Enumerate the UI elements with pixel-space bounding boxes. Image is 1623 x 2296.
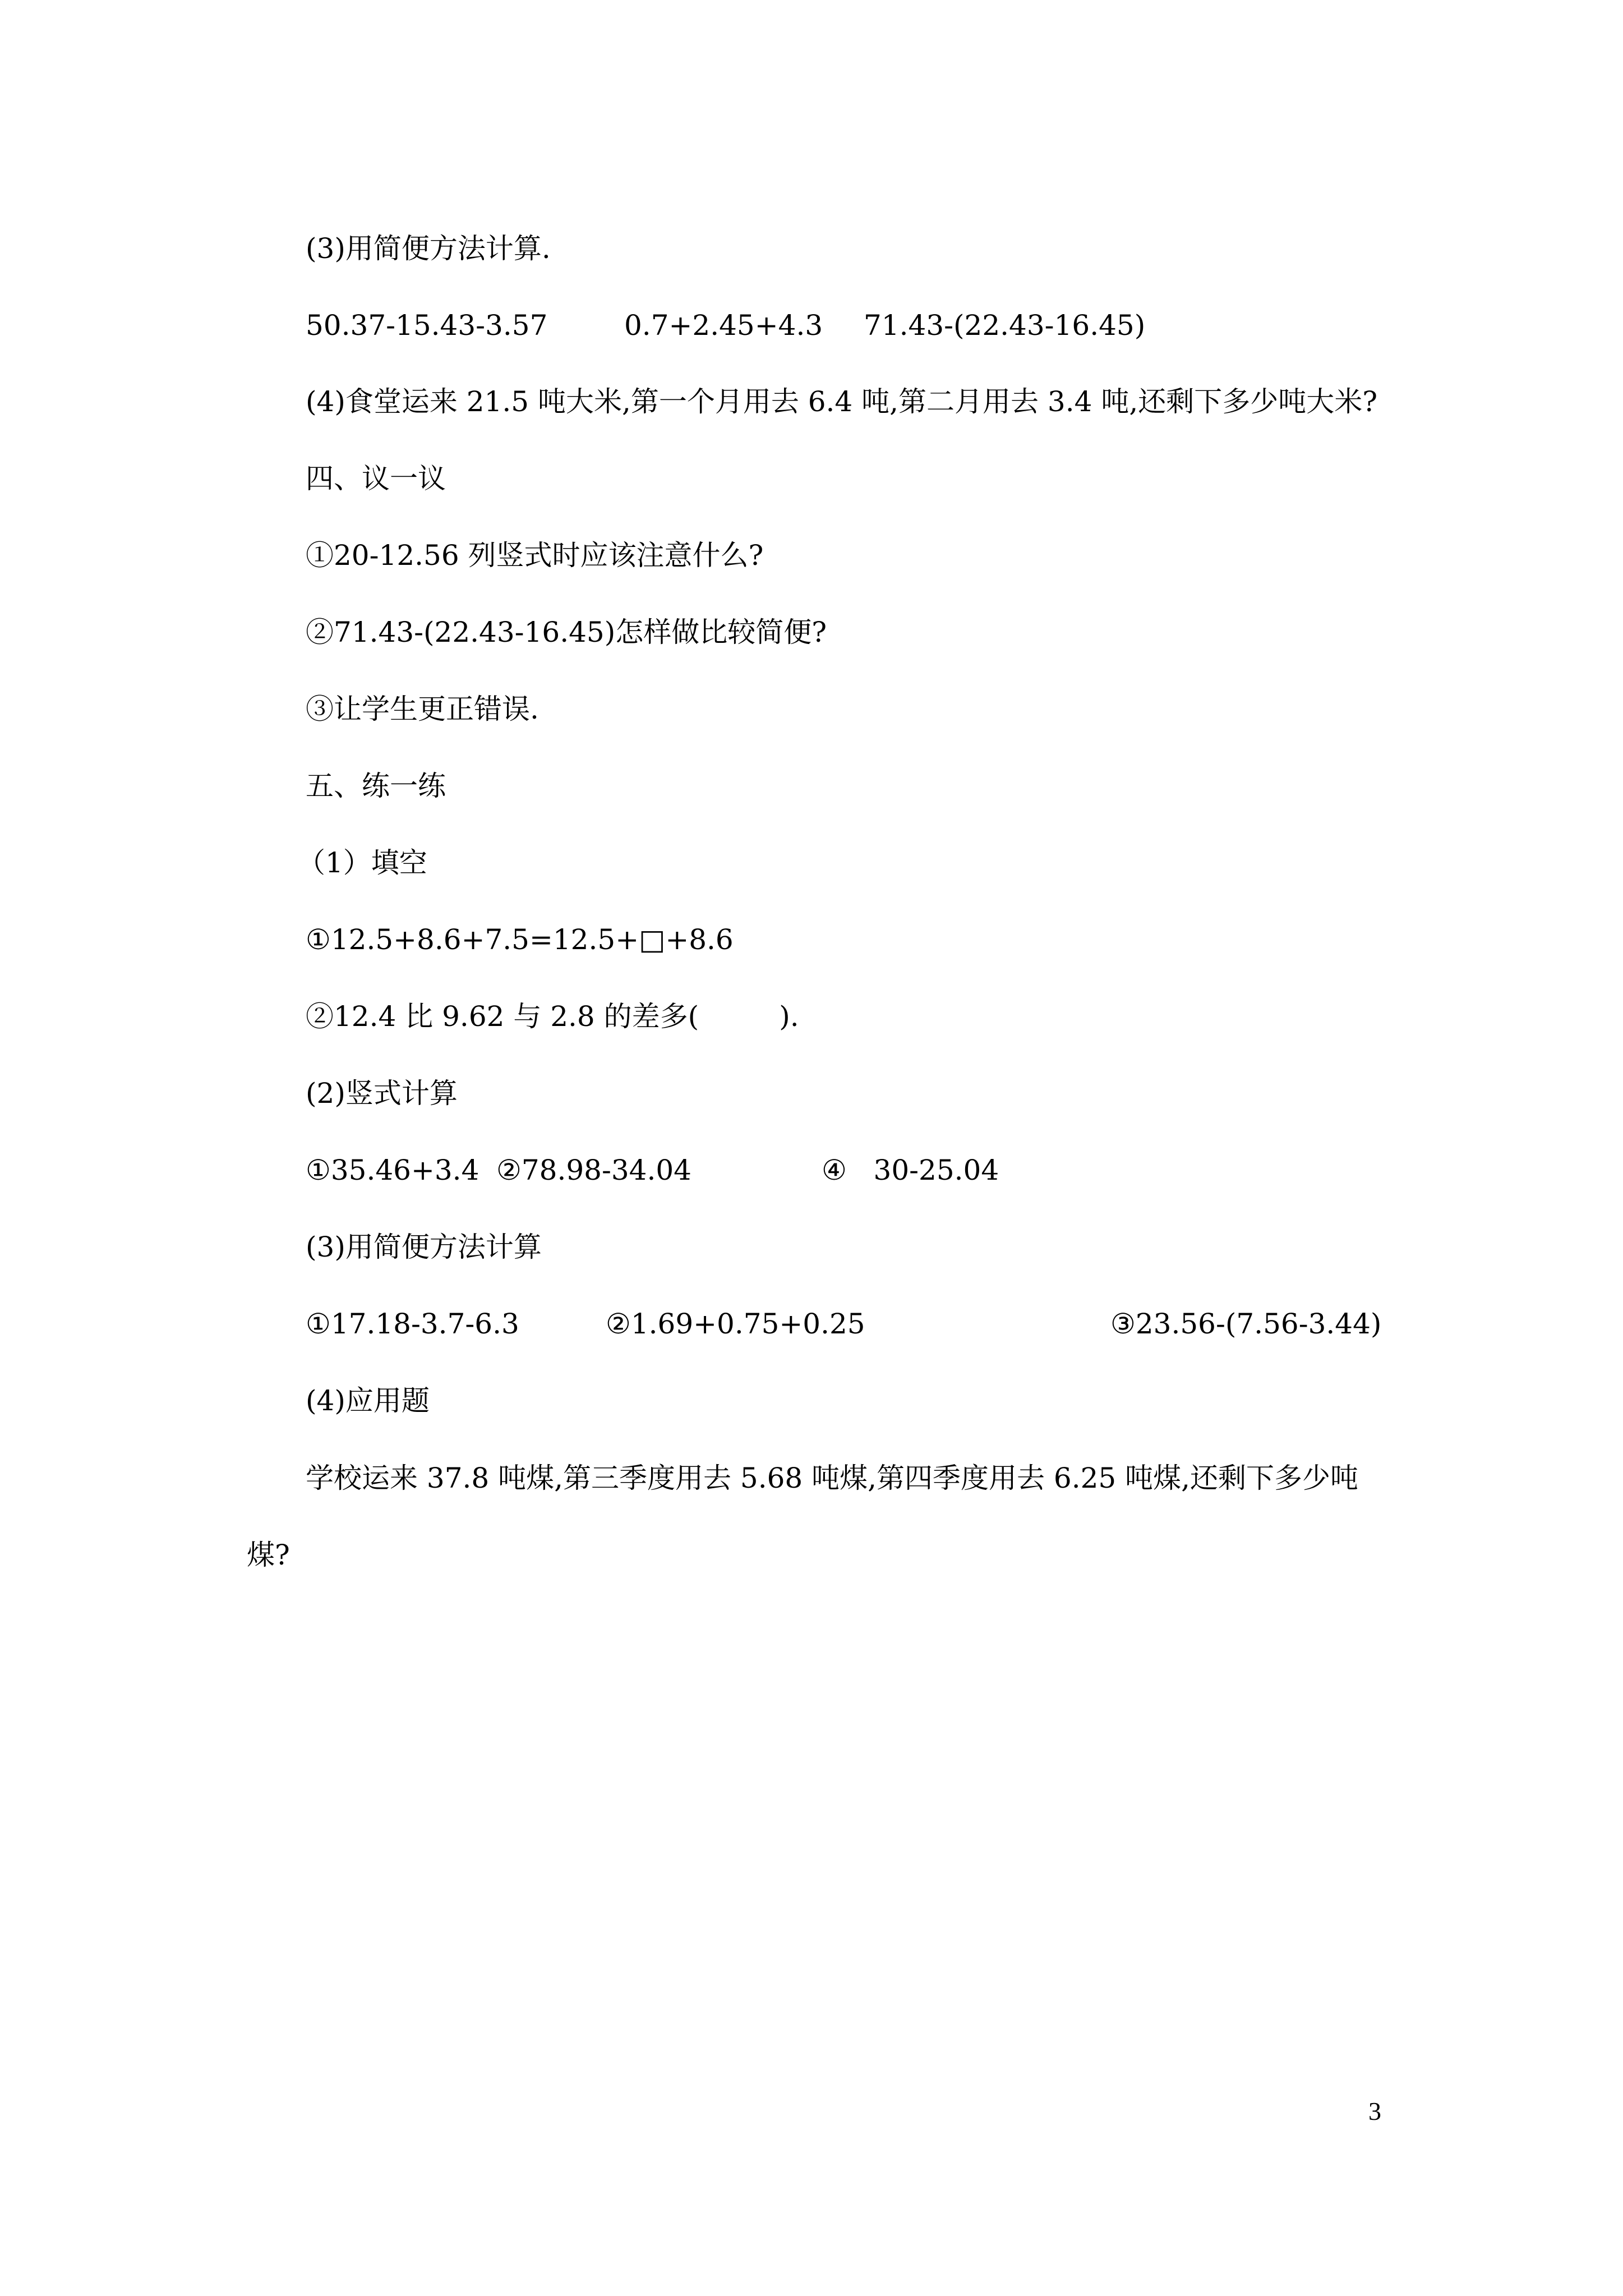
section3-item-1: 50.37-15.43-3.57: [306, 309, 548, 342]
discuss-item-3: ③让学生更正错误.: [306, 693, 539, 725]
application-heading: (4)应用题: [306, 1384, 430, 1417]
discuss-heading: 四、议一议: [306, 462, 446, 495]
fill-item-1: ①12.5+8.6+7.5=12.5+□+8.6: [306, 923, 734, 956]
application-problem-line1: 学校运来 37.8 吨煤,第三季度用去 5.68 吨煤,第四季度用去 6.25 吨煤,还剩下多少吨: [306, 1462, 1359, 1494]
page-number: 3: [1368, 2097, 1381, 2125]
practice-heading: 五、练一练: [306, 770, 446, 802]
section3-heading: (3)用简便方法计算.: [306, 232, 551, 265]
fill-heading: （1）填空: [297, 846, 427, 879]
vertical-item-3: ④ 30-25.04: [822, 1154, 999, 1186]
vertical-item-2: ②78.98-34.04: [496, 1154, 691, 1186]
section4-problem: (4)食堂运来 21.5 吨大米,第一个月用去 6.4 吨,第二月用去 3.4 吨,还剩下多少吨大米?: [306, 385, 1378, 418]
section3-item-3: 71.43-(22.43-16.45): [864, 309, 1146, 342]
simple-heading: (3)用简便方法计算: [306, 1231, 542, 1263]
vertical-item-1: ①35.46+3.4: [306, 1154, 479, 1186]
section3-item-2: 0.7+2.45+4.3: [624, 309, 823, 342]
simple-item-3: ③23.56-(7.56-3.44): [1110, 1308, 1382, 1340]
discuss-item-1: ①20-12.56 列竖式时应该注意什么?: [306, 539, 764, 572]
discuss-item-2: ②71.43-(22.43-16.45)怎样做比较简便?: [306, 616, 827, 648]
simple-item-2: ②1.69+0.75+0.25: [606, 1308, 865, 1340]
simple-item-1: ①17.18-3.7-6.3: [306, 1308, 519, 1340]
fill-item-2: ②12.4 比 9.62 与 2.8 的差多( ).: [306, 1000, 799, 1033]
application-problem-line2: 煤?: [247, 1539, 290, 1571]
vertical-heading: (2)竖式计算: [306, 1077, 458, 1110]
